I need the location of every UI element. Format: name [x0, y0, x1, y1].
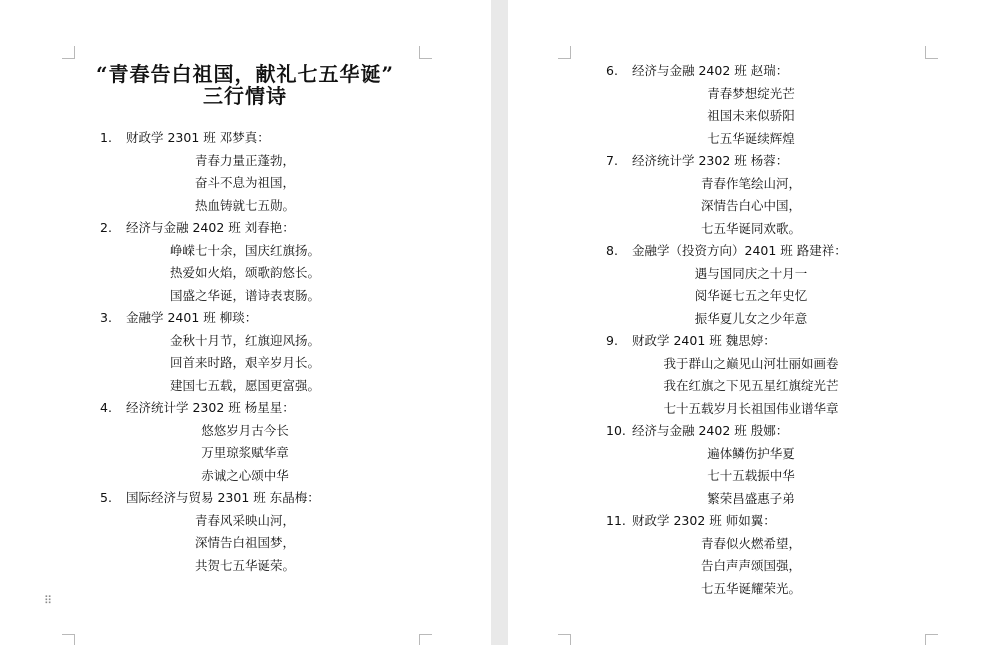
poem-line: 七五华诞续辉煌 — [707, 130, 795, 146]
entry-number: 6. — [606, 63, 618, 78]
poem-line: 青春作笔绘山河， — [700, 175, 801, 191]
entry-number: 1. — [100, 130, 112, 145]
entry-number: 7. — [606, 153, 618, 168]
poem-line: 热血铸就七五勋。 — [194, 197, 295, 213]
poem-line: 青春风采映山河， — [194, 512, 295, 528]
poem-line: 阅华诞七五之年史忆 — [694, 288, 808, 303]
poem-line: 国盛之华诞，谱诗表衷肠。 — [169, 287, 320, 303]
poem-line: 共贺七五华诞荣。 — [194, 557, 295, 573]
poem-entry — [100, 487, 390, 577]
poem-entry-heading — [606, 420, 896, 443]
document-page-right — [508, 0, 999, 645]
poem-line: 金秋十月节，红旗迎风扬。 — [169, 332, 320, 348]
poem-entry-heading — [100, 397, 390, 420]
poem-entry-heading — [606, 60, 896, 83]
entry-author: 殷娜： — [750, 423, 789, 438]
crop-mark — [925, 46, 938, 59]
poem-line: 峥嵘七十余，国庆红旗扬。 — [169, 242, 320, 258]
poem-list-left — [100, 127, 390, 577]
poem-entry — [606, 510, 896, 600]
poem-line: 深情告白祖国梦， — [194, 535, 295, 550]
poem-entry-heading — [100, 217, 390, 240]
poem-line: 热爱如火焰，颂歌韵悠长。 — [169, 265, 320, 280]
entry-author: 师如翼： — [725, 513, 776, 528]
crop-mark — [62, 634, 75, 645]
drag-handle-icon[interactable]: ⠿ — [44, 594, 54, 607]
poem-line: 遇与国同庆之十月一 — [694, 265, 808, 281]
poem-entry — [606, 150, 896, 240]
poem-line: 遍体鳞伤护华夏 — [707, 445, 795, 461]
entry-class: 经济与金融 2402 班 — [632, 423, 747, 438]
entry-class: 金融学（投资方向）2401 班 — [632, 243, 793, 258]
poem-line: 繁荣昌盛惠子弟 — [707, 490, 795, 506]
entry-number: 8. — [606, 243, 618, 258]
crop-mark — [925, 634, 938, 645]
entry-class: 经济与金融 2402 班 — [632, 63, 747, 78]
entry-class: 经济统计学 2302 班 — [632, 153, 747, 168]
poem-entry — [100, 307, 390, 397]
poem-line: 七十五载岁月长祖国伟业谱华章 — [663, 400, 839, 416]
poem-line: 青春力量正蓬勃， — [194, 152, 295, 168]
poem-line: 振华夏儿女之少年意 — [694, 310, 808, 326]
poem-entry — [606, 420, 896, 510]
poem-line: 悠悠岁月古今长 — [201, 422, 289, 438]
poem-line: 万里琼浆赋华章 — [201, 445, 289, 460]
poem-line: 奋斗不息为祖国， — [194, 175, 295, 190]
crop-mark — [558, 634, 571, 645]
poem-entry-heading — [100, 307, 390, 330]
entry-class: 财政学 2302 班 — [632, 513, 722, 528]
entry-author: 柳琰： — [219, 310, 258, 325]
entry-author: 杨星星： — [244, 400, 295, 415]
entry-class: 经济与金融 2402 班 — [126, 220, 241, 235]
poem-line: 回首来时路，艰辛岁月长。 — [169, 355, 320, 370]
poem-entry-heading — [606, 330, 896, 353]
poem-entry-heading — [100, 487, 390, 510]
poem-line: 七十五载振中华 — [707, 468, 795, 483]
poem-line: 七五华诞同欢歌。 — [700, 220, 801, 236]
poem-entry — [606, 330, 896, 420]
poem-line: 祖国未来似骄阳 — [707, 108, 795, 123]
page-subtitle: 三行情诗 — [203, 84, 287, 108]
entry-number: 3. — [100, 310, 112, 325]
poem-entry-heading — [606, 240, 896, 263]
crop-mark — [558, 46, 571, 59]
entry-author: 邓梦真： — [219, 130, 270, 145]
entry-number: 2. — [100, 220, 112, 235]
entry-number: 11. — [606, 513, 626, 528]
poem-entry-heading — [606, 510, 896, 533]
poem-entry-heading — [606, 150, 896, 173]
entry-author: 刘春艳： — [244, 220, 295, 235]
poem-entry — [100, 127, 390, 217]
entry-author: 杨蓉： — [750, 153, 789, 168]
poem-line: 告白声声颂国强， — [700, 558, 801, 573]
entry-number: 5. — [100, 490, 112, 505]
poem-line: 赤诚之心颂中华 — [201, 467, 289, 483]
poem-entry — [100, 397, 390, 487]
poem-line: 青春似火燃希望， — [700, 535, 801, 551]
page-title: “青春告白祖国，献礼七五华诞” — [95, 62, 394, 86]
entry-class: 国际经济与贸易 2301 班 — [126, 490, 266, 505]
entry-class: 财政学 2301 班 — [126, 130, 216, 145]
document-page-left — [0, 0, 491, 645]
poem-line: 七五华诞耀荣光。 — [700, 580, 801, 596]
entry-author: 路建祥： — [796, 243, 847, 258]
entry-class: 财政学 2401 班 — [632, 333, 722, 348]
poem-line: 建国七五载，愿国更富强。 — [169, 377, 320, 393]
poem-entry — [606, 240, 896, 330]
poem-line: 深情告白心中国， — [700, 198, 801, 213]
crop-mark — [419, 634, 432, 645]
poem-entry — [606, 60, 896, 150]
poem-entry — [100, 217, 390, 307]
poem-line: 青春梦想绽光芒 — [707, 85, 795, 101]
poem-line: 我于群山之巅见山河壮丽如画卷 — [663, 355, 839, 371]
entry-class: 金融学 2401 班 — [126, 310, 216, 325]
entry-number: 9. — [606, 333, 618, 348]
entry-number: 10. — [606, 423, 626, 438]
entry-number: 4. — [100, 400, 112, 415]
entry-class: 经济统计学 2302 班 — [126, 400, 241, 415]
poem-entry-heading — [100, 127, 390, 150]
entry-author: 东晶梅： — [269, 490, 320, 505]
entry-author: 魏思婷： — [725, 333, 776, 348]
entry-author: 赵瑞： — [750, 63, 789, 78]
poem-line: 我在红旗之下见五星红旗绽光芒 — [663, 378, 839, 393]
poem-list-right — [606, 60, 896, 600]
